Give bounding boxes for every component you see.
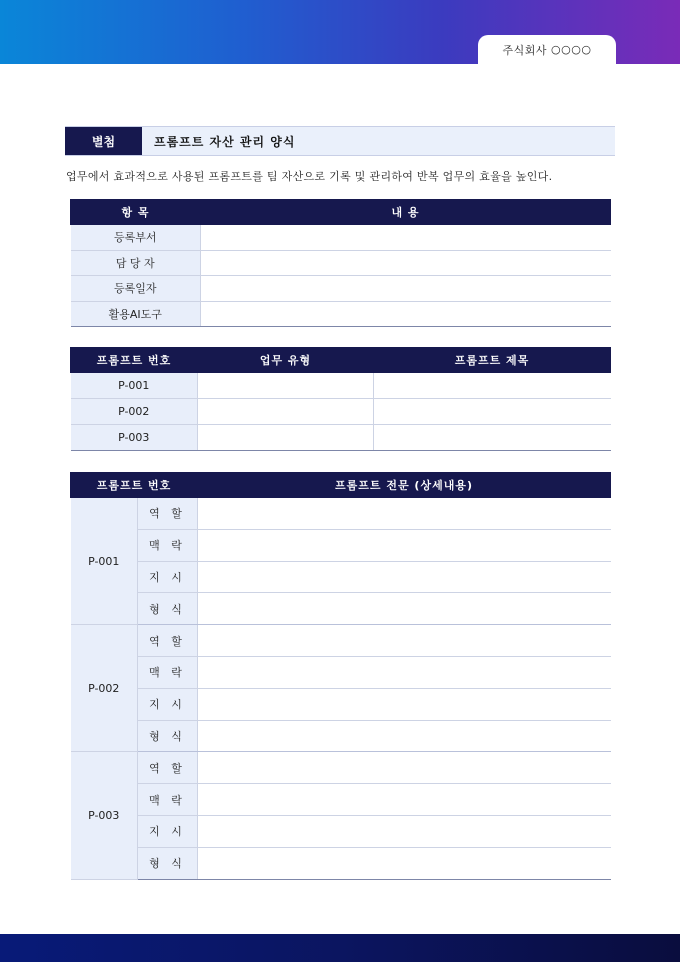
value-cell[interactable] <box>201 301 611 327</box>
table-row <box>71 847 611 879</box>
component-label: 형 식 <box>138 847 198 879</box>
row-label: 등록부서 <box>71 225 201 251</box>
header-content: 내 용 <box>201 200 611 225</box>
detail-cell[interactable] <box>198 498 611 530</box>
detail-cell[interactable] <box>198 625 611 657</box>
table-row <box>71 225 611 251</box>
table-row <box>71 656 611 688</box>
detail-cell[interactable] <box>198 656 611 688</box>
table-row <box>71 688 611 720</box>
prompt-list-table <box>70 347 611 451</box>
prompt-id: P-002 <box>71 625 138 752</box>
component-label: 역 할 <box>138 498 198 530</box>
value-cell[interactable] <box>201 225 611 251</box>
table-row <box>71 399 611 425</box>
component-label: 지 시 <box>138 815 198 847</box>
detail-cell[interactable] <box>198 688 611 720</box>
form-description: 업무에서 효과적으로 사용된 프롬프트를 팀 자산으로 기록 및 관리하여 반복 업무의 효율을 높인다. <box>66 170 553 183</box>
value-cell[interactable] <box>201 276 611 302</box>
detail-cell[interactable] <box>198 784 611 816</box>
prompt-title-cell[interactable] <box>374 373 611 399</box>
task-type-cell[interactable] <box>198 425 374 451</box>
table-row <box>71 425 611 451</box>
header-item: 항 목 <box>71 200 201 225</box>
value-cell[interactable] <box>201 250 611 276</box>
detail-cell[interactable] <box>198 752 611 784</box>
table-row <box>71 373 611 399</box>
header-prompt-title: 프롬프트 제목 <box>374 348 611 373</box>
prompt-detail-table <box>70 472 611 880</box>
page-title: 프롬프트 자산 관리 양식 <box>142 127 615 155</box>
section-title-bar <box>65 126 615 156</box>
component-label: 맥 락 <box>138 529 198 561</box>
table-row <box>71 498 611 530</box>
header-task-type: 업무 유형 <box>198 348 374 373</box>
component-label: 역 할 <box>138 752 198 784</box>
company-label: 주식회사 <box>502 43 548 57</box>
detail-cell[interactable] <box>198 847 611 879</box>
task-type-cell[interactable] <box>198 373 374 399</box>
table-row <box>71 815 611 847</box>
prompt-id: P-001 <box>71 498 138 625</box>
detail-cell[interactable] <box>198 593 611 625</box>
detail-cell[interactable] <box>198 815 611 847</box>
table-row <box>71 250 611 276</box>
prompt-id: P-003 <box>71 425 198 451</box>
info-table <box>70 199 611 327</box>
table-row <box>71 529 611 561</box>
component-label: 맥 락 <box>138 656 198 688</box>
component-label: 형 식 <box>138 593 198 625</box>
prompt-title-cell[interactable] <box>374 399 611 425</box>
header-prompt-fulltext: 프롬프트 전문 (상세내용) <box>198 473 611 498</box>
table-row <box>71 561 611 593</box>
detail-cell[interactable] <box>198 529 611 561</box>
table-row <box>71 593 611 625</box>
detail-cell[interactable] <box>198 561 611 593</box>
prompt-title-cell[interactable] <box>374 425 611 451</box>
prompt-id: P-001 <box>71 373 198 399</box>
component-label: 지 시 <box>138 561 198 593</box>
company-name: ○○○○ <box>551 43 592 56</box>
component-label: 형 식 <box>138 720 198 752</box>
row-label: 활용AI도구 <box>71 301 201 327</box>
table-row <box>71 276 611 302</box>
detail-cell[interactable] <box>198 720 611 752</box>
header-prompt-number: 프롬프트 번호 <box>71 348 198 373</box>
row-label: 등록일자 <box>71 276 201 302</box>
row-label: 담 당 자 <box>71 250 201 276</box>
table-row <box>71 752 611 784</box>
table-row <box>71 720 611 752</box>
attachment-tag: 별첨 <box>65 127 142 155</box>
task-type-cell[interactable] <box>198 399 374 425</box>
prompt-id: P-003 <box>71 752 138 879</box>
component-label: 역 할 <box>138 625 198 657</box>
table-row <box>71 301 611 327</box>
component-label: 지 시 <box>138 688 198 720</box>
component-label: 맥 락 <box>138 784 198 816</box>
table-row <box>71 784 611 816</box>
prompt-id: P-002 <box>71 399 198 425</box>
header-prompt-number: 프롬프트 번호 <box>71 473 198 498</box>
company-tab <box>478 35 616 64</box>
footer-band <box>0 934 680 962</box>
table-row <box>71 625 611 657</box>
